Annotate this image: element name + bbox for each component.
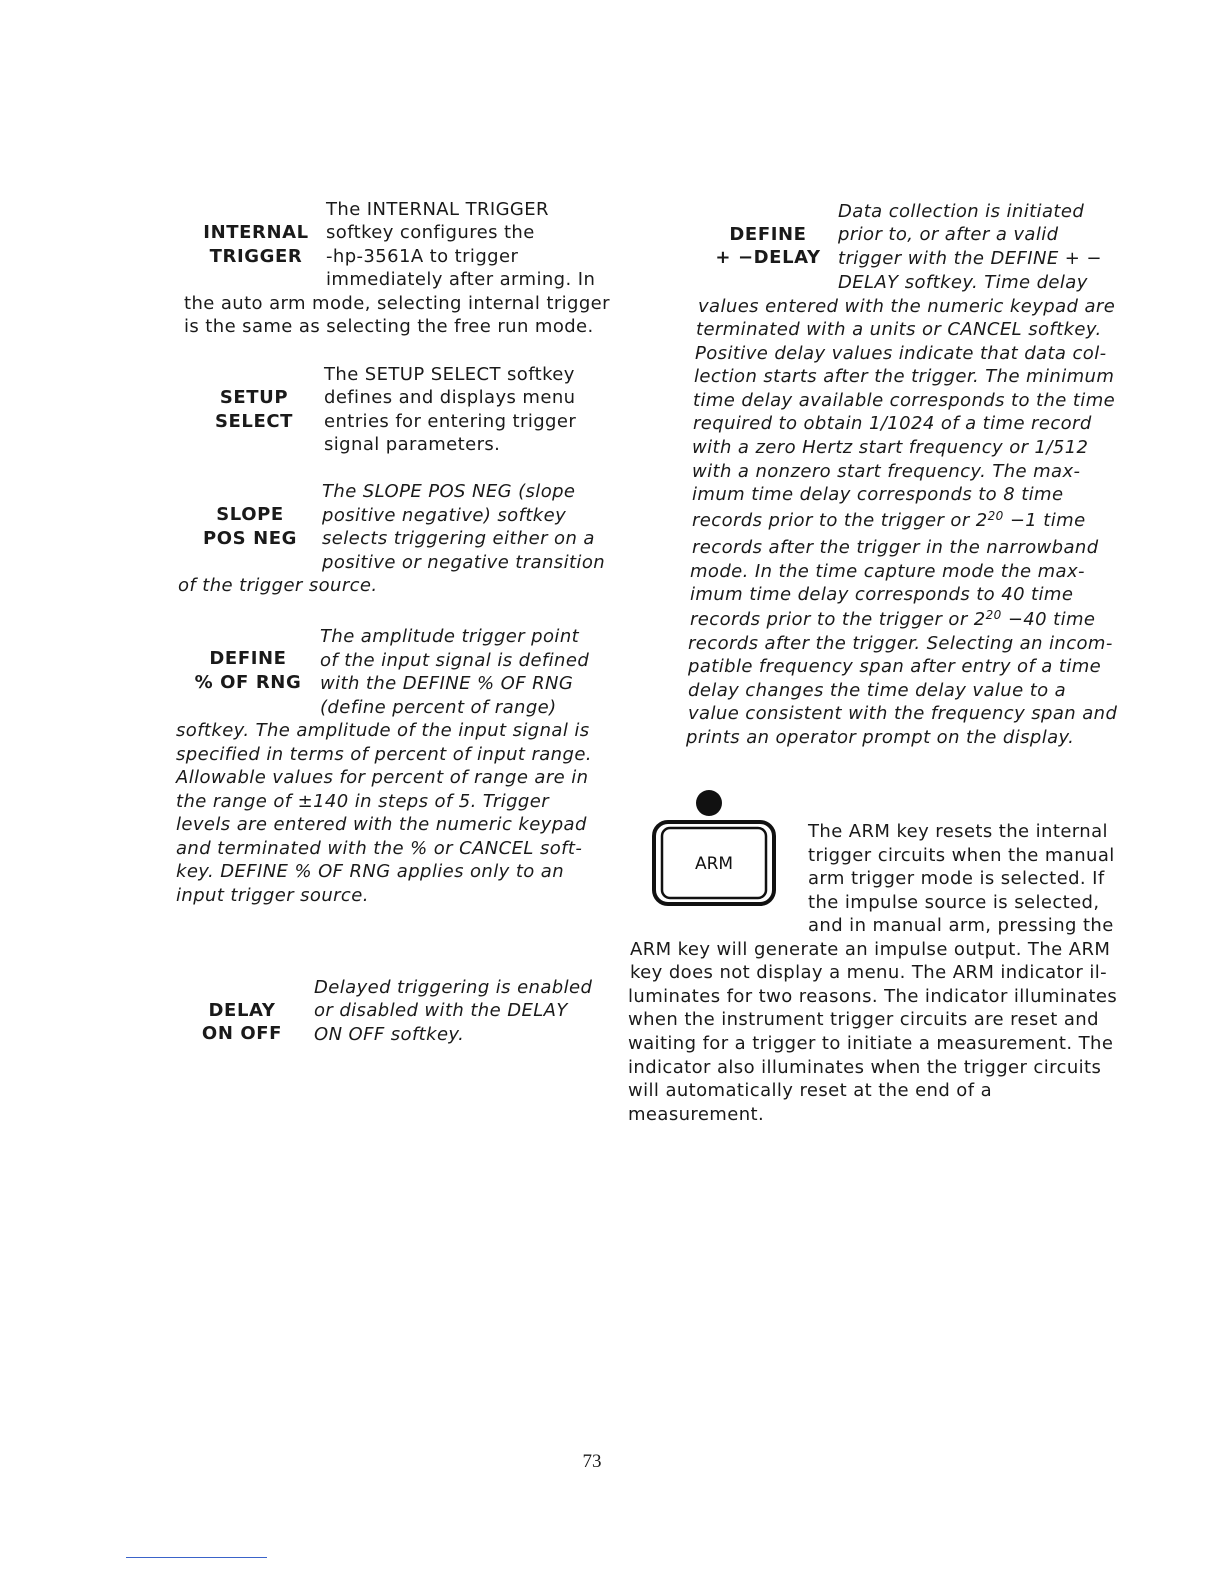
- define-percent-range-text-line: specified in terms of percent of input range.: [176, 744, 592, 765]
- define-delay-text-line: time delay available corresponds to the time: [693, 390, 1116, 411]
- setup-select-label-line-1: SETUP: [219, 387, 289, 408]
- slope-pos-neg-text-line: of the trigger source.: [178, 575, 378, 596]
- internal-trigger-label-line-1: INTERNAL: [203, 222, 309, 243]
- define-delay-text-line: [690, 608, 1095, 632]
- define-delay-label-line-2: + −DELAY: [715, 247, 821, 268]
- arm-key-text-line: arm trigger mode is selected. If: [808, 868, 1105, 889]
- arm-key-illustration: [646, 786, 782, 914]
- internal-trigger-text-line: The INTERNAL TRIGGER: [326, 199, 549, 220]
- define-delay-text-line: DELAY softkey. Time delay: [838, 272, 1088, 293]
- internal-trigger-text-line: is the same as selecting the free run mode.: [184, 316, 594, 337]
- internal-trigger-text-line: the auto arm mode, selecting internal trigger: [184, 293, 610, 314]
- internal-trigger-label-line-2: TRIGGER: [209, 246, 303, 267]
- define-percent-range-text-line: of the input signal is defined: [320, 650, 590, 671]
- define-delay-text-line: imum time delay corresponds to 40 time: [690, 584, 1074, 605]
- page-number: 73: [582, 1451, 602, 1472]
- define-delay-text-line: trigger with the DEFINE + −: [838, 248, 1102, 269]
- slope-pos-neg-label-line-1: SLOPE: [216, 504, 284, 525]
- define-percent-range-text-line: levels are entered with the numeric keypad: [176, 814, 587, 835]
- define-delay-text-line: with a zero Hertz start frequency or 1/512: [692, 437, 1089, 458]
- define-percent-range-text-line: Allowable values for percent of range are in: [176, 767, 589, 788]
- define-percent-range-label-line-1: DEFINE: [209, 648, 287, 669]
- arm-key-text-line: and in manual arm, pressing the: [808, 915, 1114, 936]
- slope-pos-neg-text-line: selects triggering either on a: [322, 528, 595, 549]
- arm-key-text-line: indicator also illuminates when the trigger circuits: [628, 1057, 1102, 1078]
- define-delay-text-line: imum time delay corresponds to 8 time: [692, 484, 1064, 505]
- setup-select-text-line: The SETUP SELECT softkey: [324, 364, 575, 385]
- define-percent-range-text-line: input trigger source.: [176, 885, 369, 906]
- setup-select-text-line: signal parameters.: [324, 434, 501, 455]
- define-delay-text-line: value consistent with the frequency span and: [688, 703, 1118, 724]
- slope-pos-neg-text-line: positive negative) softkey: [322, 505, 567, 526]
- define-delay-text-line: patible frequency span after entry of a time: [688, 656, 1102, 677]
- footer-rule: [126, 1557, 267, 1558]
- define-delay-text-line: records after the trigger in the narrowband: [692, 537, 1099, 558]
- slope-pos-neg-text-line: The SLOPE POS NEG (slope: [322, 481, 576, 502]
- define-delay-text-line: Positive delay values indicate that data col-: [695, 343, 1107, 364]
- arm-key-text-line: trigger circuits when the manual: [808, 845, 1115, 866]
- define-delay-text-line: lection starts after the trigger. The minimum: [694, 366, 1115, 387]
- define-delay-text-line: values entered with the numeric keypad are: [698, 296, 1116, 317]
- define-delay-text-fragment: records prior to the trigger or 2: [690, 609, 986, 630]
- define-percent-range-text-line: key. DEFINE % OF RNG applies only to an: [176, 861, 565, 882]
- delay-on-off-label-line-2: ON OFF: [201, 1023, 283, 1044]
- arm-key-text-line: key does not display a menu. The ARM indicator il-: [630, 962, 1108, 983]
- define-delay-text-line: prints an operator prompt on the display.: [686, 727, 1075, 748]
- define-percent-range-text-line: The amplitude trigger point: [320, 626, 580, 647]
- delay-on-off-text-line: or disabled with the DELAY: [314, 1000, 568, 1021]
- define-delay-text-line: terminated with a units or CANCEL softkey.: [696, 319, 1102, 340]
- setup-select-label-line-2: SELECT: [214, 411, 294, 432]
- internal-trigger-text-line: softkey configures the: [326, 222, 535, 243]
- arm-key-text-line: waiting for a trigger to initiate a measurement. The: [628, 1033, 1114, 1054]
- define-delay-label-line-1: DEFINE: [729, 224, 807, 245]
- arm-key-text-line: measurement.: [628, 1104, 765, 1125]
- arm-key-text-line: luminates for two reasons. The indicator illuminates: [628, 986, 1118, 1007]
- delay-on-off-text-line: Delayed triggering is enabled: [314, 977, 593, 998]
- define-delay-text-line: with a nonzero start frequency. The max-: [692, 461, 1081, 482]
- arm-key-text-line: will automatically reset at the end of a: [628, 1080, 992, 1101]
- define-delay-exponent: 20: [985, 608, 1002, 622]
- arm-key-label: ARM: [694, 854, 734, 874]
- define-percent-range-text-line: and terminated with the % or CANCEL soft-: [176, 838, 583, 859]
- define-percent-range-text-line: the range of ±140 in steps of 5. Trigger: [176, 791, 550, 812]
- delay-on-off-text-line: ON OFF softkey.: [314, 1024, 465, 1045]
- arm-key-text-line: the impulse source is selected,: [808, 892, 1100, 913]
- arm-indicator-led-icon: [696, 790, 722, 816]
- setup-select-text-line: defines and displays menu: [324, 387, 576, 408]
- define-delay-exponent: 20: [987, 509, 1004, 523]
- define-delay-text-line: Data collection is initiated: [838, 201, 1085, 222]
- define-percent-range-text-line: with the DEFINE % OF RNG: [320, 673, 574, 694]
- define-percent-range-text-line: (define percent of range): [320, 697, 557, 718]
- define-delay-text-fragment: −40 time: [1001, 609, 1096, 630]
- define-percent-range-label-line-2: % OF RNG: [194, 672, 302, 693]
- slope-pos-neg-label-line-2: POS NEG: [202, 528, 298, 549]
- define-delay-text-fragment: −1 time: [1003, 510, 1086, 531]
- define-delay-text-line: required to obtain 1/1024 of a time record: [693, 413, 1092, 434]
- define-delay-text-line: [692, 509, 1086, 533]
- delay-on-off-label-line-1: DELAY: [208, 1000, 276, 1021]
- define-delay-text-fragment: records prior to the trigger or 2: [692, 510, 988, 531]
- define-delay-text-line: mode. In the time capture mode the max-: [690, 561, 1085, 582]
- arm-key-text-line: The ARM key resets the internal: [808, 821, 1108, 842]
- define-delay-text-line: records after the trigger. Selecting an incom-: [688, 633, 1113, 654]
- arm-key-drawing: [646, 786, 782, 914]
- arm-key-text-line: when the instrument trigger circuits are reset and: [628, 1009, 1099, 1030]
- internal-trigger-text-line: immediately after arming. In: [326, 269, 596, 290]
- arm-key-text-line: ARM key will generate an impulse output. The ARM: [630, 939, 1111, 960]
- define-delay-text-line: prior to, or after a valid: [838, 224, 1059, 245]
- setup-select-text-line: entries for entering trigger: [324, 411, 577, 432]
- slope-pos-neg-text-line: positive or negative transition: [322, 552, 606, 573]
- define-delay-text-line: delay changes the time delay value to a: [688, 680, 1067, 701]
- define-percent-range-text-line: softkey. The amplitude of the input signal is: [176, 720, 590, 741]
- internal-trigger-text-line: -hp-3561A to trigger: [326, 246, 519, 267]
